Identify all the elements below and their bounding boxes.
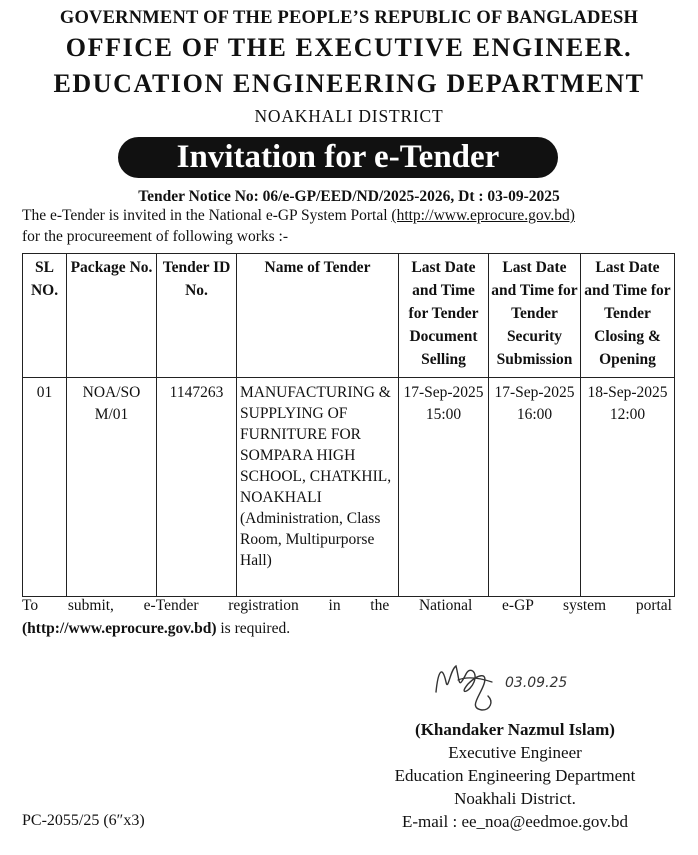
portal-link-bold[interactable]: (http://www.eprocure.gov.bd): [22, 620, 217, 637]
signer-name: (Khandaker Nazmul Islam): [415, 720, 615, 739]
table-header-row: [23, 254, 675, 378]
government-heading: GOVERNMENT OF THE PEOPLE’S REPUBLIC OF BANGLADESH: [59, 8, 639, 28]
header-sl: SL NO.: [23, 254, 67, 378]
signer-email[interactable]: E-mail : ee_noa@eedmoe.gov.bd: [401, 812, 629, 831]
cell-package: NOA/SO M/01: [67, 378, 157, 597]
office-heading: OFFICE OF THE EXECUTIVE ENGINEER.: [65, 33, 633, 62]
tender-notice-number: Tender Notice No: 06/e-GP/EED/ND/2025-2026, Dt : 03-09-2025: [138, 188, 560, 205]
submission-note-rest: is required.: [216, 620, 291, 637]
signer-department: Education Engineering Department: [394, 766, 636, 785]
cell-selling: 17-Sep-2025 15:00: [399, 378, 489, 597]
signature-date: 03.09.25: [505, 675, 568, 691]
department-heading: EDUCATION ENGINEERING DEPARTMENT: [53, 69, 645, 98]
header-package: Package No.: [67, 254, 157, 378]
header-tender-id: Tender ID No.: [157, 254, 237, 378]
table-row: [23, 378, 675, 597]
intro-text: The e-Tender is invited in the National e-GP System Portal: [22, 207, 392, 224]
intro-line: [22, 207, 575, 225]
submission-note-line2: [22, 620, 290, 638]
signer-district: Noakhali District.: [454, 789, 576, 808]
submission-note: To submit, e-Tender registration in the National e-GP system portal: [22, 597, 672, 614]
district-heading: NOAKHALI DISTRICT: [254, 106, 444, 126]
portal-link[interactable]: (http://www.eprocure.gov.bd): [391, 207, 575, 224]
header-name: Name of Tender: [237, 254, 399, 378]
signer-title: Executive Engineer: [448, 743, 582, 762]
cell-tender-id: 1147263: [157, 378, 237, 597]
cell-name: MANUFACTURING & SUPPLYING OF FURNITURE FOR SOMPARA HIGH SCHOOL, CHATKHIL, NOAKHALI (Administration, Class Room, Multipurporse Hall): [237, 378, 399, 597]
header-security: Last Date and Time for Tender Security Submission: [489, 254, 581, 378]
tender-table: [22, 253, 675, 597]
print-code: PC-2055/25 (6″x3): [22, 812, 145, 829]
invitation-banner: Invitation for e-Tender: [118, 137, 558, 178]
header-selling: Last Date and Time for Tender Document Selling: [399, 254, 489, 378]
cell-closing: 18-Sep-2025 12:00: [581, 378, 675, 597]
intro-line-2: for the procureement of following works :-: [22, 228, 289, 245]
cell-security: 17-Sep-2025 16:00: [489, 378, 581, 597]
header-closing: Last Date and Time for Tender Closing & Opening: [581, 254, 675, 378]
cell-sl: 01: [23, 378, 67, 597]
